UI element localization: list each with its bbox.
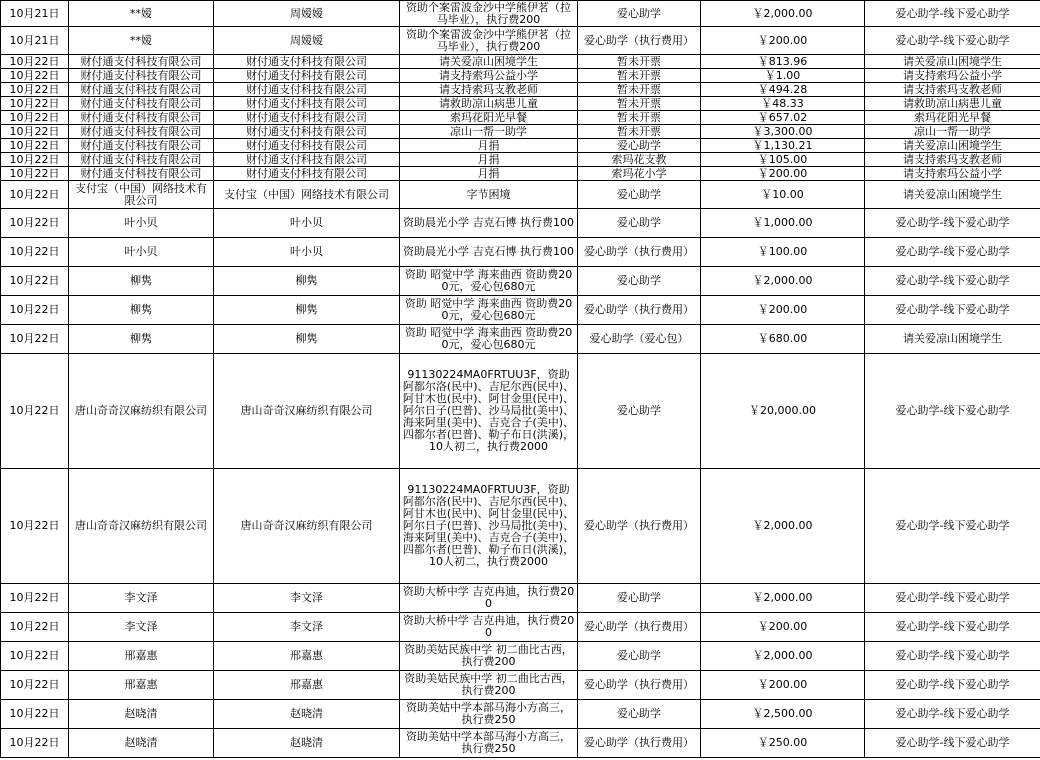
cell-project: 爱心助学-线下爱心助学 <box>865 296 1040 325</box>
cell-description: 资助大桥中学 吉克冉迪，执行费200 <box>400 584 578 613</box>
cell-amount: ￥48.33 <box>701 97 865 111</box>
cell-donor-org: 唐山奇奇汉麻纺织有限公司 <box>69 469 214 584</box>
cell-date: 10月22日 <box>1 125 69 139</box>
cell-donor-org: **嫒 <box>69 27 214 55</box>
cell-category: 爱心助学（爱心包） <box>578 325 701 354</box>
cell-category: 爱心助学 <box>578 354 701 469</box>
cell-description: 资助大桥中学 吉克冉迪，执行费200 <box>400 613 578 642</box>
cell-project: 爱心助学-线下爱心助学 <box>865 469 1040 584</box>
cell-donor-org: 李文泽 <box>69 584 214 613</box>
cell-donor-org: 财付通支付科技有限公司 <box>69 55 214 69</box>
cell-date: 10月22日 <box>1 97 69 111</box>
table-row <box>1 69 1040 83</box>
cell-amount: ￥680.00 <box>701 325 865 354</box>
cell-description: 资助个案雷波金沙中学熊伊茗（拉马毕业），执行费200 <box>400 1 578 27</box>
cell-project: 爱心助学-线下爱心助学 <box>865 700 1040 729</box>
table-row <box>1 469 1040 584</box>
cell-date: 10月22日 <box>1 584 69 613</box>
table-row <box>1 238 1040 267</box>
cell-donor-org: 叶小贝 <box>69 238 214 267</box>
cell-amount: ￥3,300.00 <box>701 125 865 139</box>
table-row <box>1 354 1040 469</box>
cell-donor-name: 李文泽 <box>214 584 400 613</box>
cell-description: 请救助凉山病患儿童 <box>400 97 578 111</box>
table-row <box>1 700 1040 729</box>
cell-description: 资助晨光小学 吉克石博 执行费100 <box>400 238 578 267</box>
table-row <box>1 296 1040 325</box>
cell-category: 索玛花小学 <box>578 167 701 181</box>
cell-category: 爱心助学（执行费用） <box>578 613 701 642</box>
cell-date: 10月21日 <box>1 1 69 27</box>
table-row <box>1 181 1040 209</box>
cell-category: 爱心助学（执行费用） <box>578 238 701 267</box>
cell-date: 10月22日 <box>1 642 69 671</box>
cell-donor-name: 财付通支付科技有限公司 <box>214 55 400 69</box>
cell-donor-name: 赵晓清 <box>214 729 400 758</box>
cell-amount: ￥10.00 <box>701 181 865 209</box>
table-row <box>1 167 1040 181</box>
cell-amount: ￥1,000.00 <box>701 209 865 238</box>
cell-date: 10月22日 <box>1 209 69 238</box>
cell-description: 91130224MA0FRTUU3F，资助阿都尔洛(民中)、吉尼尔西(民中)、阿甘木也(民中)、阿甘金里(民中)、阿尔日子(巴普)、沙马局批(美中)、海来阿里(美中)、吉克合子(美中)、四都尔者(巴普)、勒子布日(洪溪)，10人初二，执行费2000 <box>400 354 578 469</box>
cell-project: 请关爱凉山困境学生 <box>865 325 1040 354</box>
cell-amount: ￥200.00 <box>701 671 865 700</box>
cell-amount: ￥200.00 <box>701 613 865 642</box>
cell-description: 凉山一帮一助学 <box>400 125 578 139</box>
table-row <box>1 729 1040 758</box>
cell-category: 爱心助学（执行费用） <box>578 729 701 758</box>
cell-project: 请关爱凉山困境学生 <box>865 181 1040 209</box>
cell-donor-name: 邢嘉惠 <box>214 642 400 671</box>
cell-category: 暂未开票 <box>578 125 701 139</box>
cell-donor-name: 邢嘉惠 <box>214 671 400 700</box>
cell-date: 10月22日 <box>1 55 69 69</box>
cell-date: 10月22日 <box>1 354 69 469</box>
cell-donor-org: 柳隽 <box>69 325 214 354</box>
cell-category: 爱心助学 <box>578 181 701 209</box>
cell-donor-name: 周嫒嫒 <box>214 1 400 27</box>
cell-description: 请关爱凉山困境学生 <box>400 55 578 69</box>
cell-donor-name: 财付通支付科技有限公司 <box>214 97 400 111</box>
cell-date: 10月21日 <box>1 27 69 55</box>
cell-amount: ￥2,000.00 <box>701 1 865 27</box>
cell-amount: ￥250.00 <box>701 729 865 758</box>
cell-description: 请支持索玛公益小学 <box>400 69 578 83</box>
cell-project: 爱心助学-线下爱心助学 <box>865 354 1040 469</box>
cell-category: 爱心助学 <box>578 1 701 27</box>
cell-project: 请救助凉山病患儿童 <box>865 97 1040 111</box>
cell-project: 爱心助学-线下爱心助学 <box>865 27 1040 55</box>
cell-donor-name: 财付通支付科技有限公司 <box>214 83 400 97</box>
table-row <box>1 584 1040 613</box>
cell-project: 爱心助学-线下爱心助学 <box>865 209 1040 238</box>
cell-donor-name: 财付通支付科技有限公司 <box>214 69 400 83</box>
cell-category: 暂未开票 <box>578 83 701 97</box>
cell-project: 爱心助学-线下爱心助学 <box>865 1 1040 27</box>
cell-project: 请支持索玛支教老师 <box>865 83 1040 97</box>
cell-category: 爱心助学（执行费用） <box>578 27 701 55</box>
cell-project: 请关爱凉山困境学生 <box>865 139 1040 153</box>
cell-project: 爱心助学-线下爱心助学 <box>865 729 1040 758</box>
cell-date: 10月22日 <box>1 613 69 642</box>
table-row <box>1 267 1040 296</box>
cell-amount: ￥105.00 <box>701 153 865 167</box>
cell-category: 暂未开票 <box>578 111 701 125</box>
cell-donor-org: **嫒 <box>69 1 214 27</box>
cell-description: 索玛花阳光早餐 <box>400 111 578 125</box>
cell-amount: ￥2,000.00 <box>701 469 865 584</box>
cell-category: 暂未开票 <box>578 69 701 83</box>
cell-donor-name: 财付通支付科技有限公司 <box>214 125 400 139</box>
cell-donor-org: 唐山奇奇汉麻纺织有限公司 <box>69 354 214 469</box>
cell-amount: ￥657.02 <box>701 111 865 125</box>
table-row <box>1 1 1040 27</box>
cell-category: 爱心助学 <box>578 139 701 153</box>
cell-donor-org: 财付通支付科技有限公司 <box>69 69 214 83</box>
cell-donor-name: 唐山奇奇汉麻纺织有限公司 <box>214 354 400 469</box>
table-row <box>1 125 1040 139</box>
cell-donor-org: 财付通支付科技有限公司 <box>69 97 214 111</box>
cell-donor-name: 柳隽 <box>214 325 400 354</box>
table-row <box>1 613 1040 642</box>
cell-project: 请支持索玛公益小学 <box>865 69 1040 83</box>
cell-amount: ￥200.00 <box>701 27 865 55</box>
cell-donor-org: 赵晓清 <box>69 700 214 729</box>
cell-donor-name: 财付通支付科技有限公司 <box>214 111 400 125</box>
cell-category: 爱心助学 <box>578 267 701 296</box>
cell-donor-name: 叶小贝 <box>214 238 400 267</box>
cell-donor-name: 周嫒嫒 <box>214 27 400 55</box>
cell-date: 10月22日 <box>1 167 69 181</box>
cell-date: 10月22日 <box>1 153 69 167</box>
cell-amount: ￥1.00 <box>701 69 865 83</box>
cell-category: 索玛花支教 <box>578 153 701 167</box>
cell-donor-org: 柳隽 <box>69 296 214 325</box>
cell-amount: ￥200.00 <box>701 167 865 181</box>
cell-description: 月捐 <box>400 167 578 181</box>
cell-donor-org: 叶小贝 <box>69 209 214 238</box>
cell-donor-name: 支付宝（中国）网络技术有限公司 <box>214 181 400 209</box>
cell-donor-name: 唐山奇奇汉麻纺织有限公司 <box>214 469 400 584</box>
cell-category: 爱心助学（执行费用） <box>578 296 701 325</box>
cell-project: 爱心助学-线下爱心助学 <box>865 267 1040 296</box>
cell-donor-org: 财付通支付科技有限公司 <box>69 83 214 97</box>
cell-description: 资助美姑中学本部马海小方高三，执行费250 <box>400 700 578 729</box>
table-row <box>1 97 1040 111</box>
cell-project: 爱心助学-线下爱心助学 <box>865 642 1040 671</box>
cell-description: 资助个案雷波金沙中学熊伊茗（拉马毕业），执行费200 <box>400 27 578 55</box>
cell-donor-name: 财付通支付科技有限公司 <box>214 153 400 167</box>
cell-date: 10月22日 <box>1 69 69 83</box>
cell-description: 资助美姑中学本部马海小方高三，执行费250 <box>400 729 578 758</box>
cell-date: 10月22日 <box>1 671 69 700</box>
cell-description: 请支持索玛支教老师 <box>400 83 578 97</box>
cell-amount: ￥2,000.00 <box>701 584 865 613</box>
cell-amount: ￥2,500.00 <box>701 700 865 729</box>
table-row <box>1 139 1040 153</box>
cell-amount: ￥1,130.21 <box>701 139 865 153</box>
cell-donor-org: 邢嘉惠 <box>69 642 214 671</box>
cell-description: 资助 昭觉中学 海来曲西 资助费200元，爱心包680元 <box>400 267 578 296</box>
cell-donor-name: 柳隽 <box>214 267 400 296</box>
cell-donor-org: 柳隽 <box>69 267 214 296</box>
cell-donor-org: 赵晓清 <box>69 729 214 758</box>
cell-amount: ￥100.00 <box>701 238 865 267</box>
cell-date: 10月22日 <box>1 325 69 354</box>
cell-project: 爱心助学-线下爱心助学 <box>865 584 1040 613</box>
cell-amount: ￥200.00 <box>701 296 865 325</box>
cell-project: 凉山一帮一助学 <box>865 125 1040 139</box>
cell-amount: ￥20,000.00 <box>701 354 865 469</box>
cell-category: 爱心助学 <box>578 642 701 671</box>
cell-category: 暂未开票 <box>578 97 701 111</box>
cell-category: 爱心助学（执行费用） <box>578 469 701 584</box>
cell-project: 请支持索玛支教老师 <box>865 153 1040 167</box>
cell-amount: ￥2,000.00 <box>701 267 865 296</box>
cell-project: 请关爱凉山困境学生 <box>865 55 1040 69</box>
cell-date: 10月22日 <box>1 181 69 209</box>
cell-donor-org: 邢嘉惠 <box>69 671 214 700</box>
cell-description: 91130224MA0FRTUU3F，资助阿都尔洛(民中)、吉尼尔西(民中)、阿甘木也(民中)、阿甘金里(民中)、阿尔日子(巴普)、沙马局批(美中)、海来阿里(美中)、吉克合子(美中)、四都尔者(巴普)、勒子布日(洪溪)，10人初二，执行费2000 <box>400 469 578 584</box>
cell-donor-name: 叶小贝 <box>214 209 400 238</box>
table-row <box>1 111 1040 125</box>
cell-project: 爱心助学-线下爱心助学 <box>865 613 1040 642</box>
cell-donor-org: 财付通支付科技有限公司 <box>69 125 214 139</box>
cell-donor-name: 财付通支付科技有限公司 <box>214 167 400 181</box>
table-row <box>1 671 1040 700</box>
cell-donor-org: 支付宝（中国）网络技术有限公司 <box>69 181 214 209</box>
table-row <box>1 83 1040 97</box>
cell-date: 10月22日 <box>1 238 69 267</box>
cell-description: 资助美姑民族中学 初二曲比古西，执行费200 <box>400 671 578 700</box>
cell-description: 资助美姑民族中学 初二曲比古西，执行费200 <box>400 642 578 671</box>
cell-description: 月捐 <box>400 139 578 153</box>
table-row <box>1 27 1040 55</box>
cell-amount: ￥2,000.00 <box>701 642 865 671</box>
cell-date: 10月22日 <box>1 469 69 584</box>
cell-description: 月捐 <box>400 153 578 167</box>
cell-amount: ￥494.28 <box>701 83 865 97</box>
cell-project: 爱心助学-线下爱心助学 <box>865 671 1040 700</box>
cell-donor-name: 财付通支付科技有限公司 <box>214 139 400 153</box>
cell-category: 爱心助学（执行费用） <box>578 671 701 700</box>
cell-date: 10月22日 <box>1 267 69 296</box>
cell-donor-org: 财付通支付科技有限公司 <box>69 139 214 153</box>
cell-date: 10月22日 <box>1 83 69 97</box>
table-row <box>1 55 1040 69</box>
cell-donor-org: 财付通支付科技有限公司 <box>69 153 214 167</box>
cell-project: 请支持索玛公益小学 <box>865 167 1040 181</box>
cell-category: 爱心助学 <box>578 209 701 238</box>
cell-project: 索玛花阳光早餐 <box>865 111 1040 125</box>
cell-category: 爱心助学 <box>578 584 701 613</box>
cell-date: 10月22日 <box>1 139 69 153</box>
table-row <box>1 325 1040 354</box>
cell-date: 10月22日 <box>1 729 69 758</box>
cell-amount: ￥813.96 <box>701 55 865 69</box>
cell-donor-name: 赵晓清 <box>214 700 400 729</box>
cell-description: 资助晨光小学 吉克石博 执行费100 <box>400 209 578 238</box>
cell-donor-org: 李文泽 <box>69 613 214 642</box>
table-row <box>1 209 1040 238</box>
cell-category: 暂未开票 <box>578 55 701 69</box>
cell-date: 10月22日 <box>1 111 69 125</box>
table-row <box>1 642 1040 671</box>
cell-project: 爱心助学-线下爱心助学 <box>865 238 1040 267</box>
cell-donor-org: 财付通支付科技有限公司 <box>69 167 214 181</box>
cell-donor-name: 李文泽 <box>214 613 400 642</box>
cell-description: 字节困境 <box>400 181 578 209</box>
cell-donor-org: 财付通支付科技有限公司 <box>69 111 214 125</box>
cell-date: 10月22日 <box>1 700 69 729</box>
cell-description: 资助 昭觉中学 海来曲西 资助费200元，爱心包680元 <box>400 296 578 325</box>
cell-donor-name: 柳隽 <box>214 296 400 325</box>
cell-description: 资助 昭觉中学 海来曲西 资助费200元，爱心包680元 <box>400 325 578 354</box>
cell-date: 10月22日 <box>1 296 69 325</box>
cell-category: 爱心助学 <box>578 700 701 729</box>
table-row <box>1 153 1040 167</box>
